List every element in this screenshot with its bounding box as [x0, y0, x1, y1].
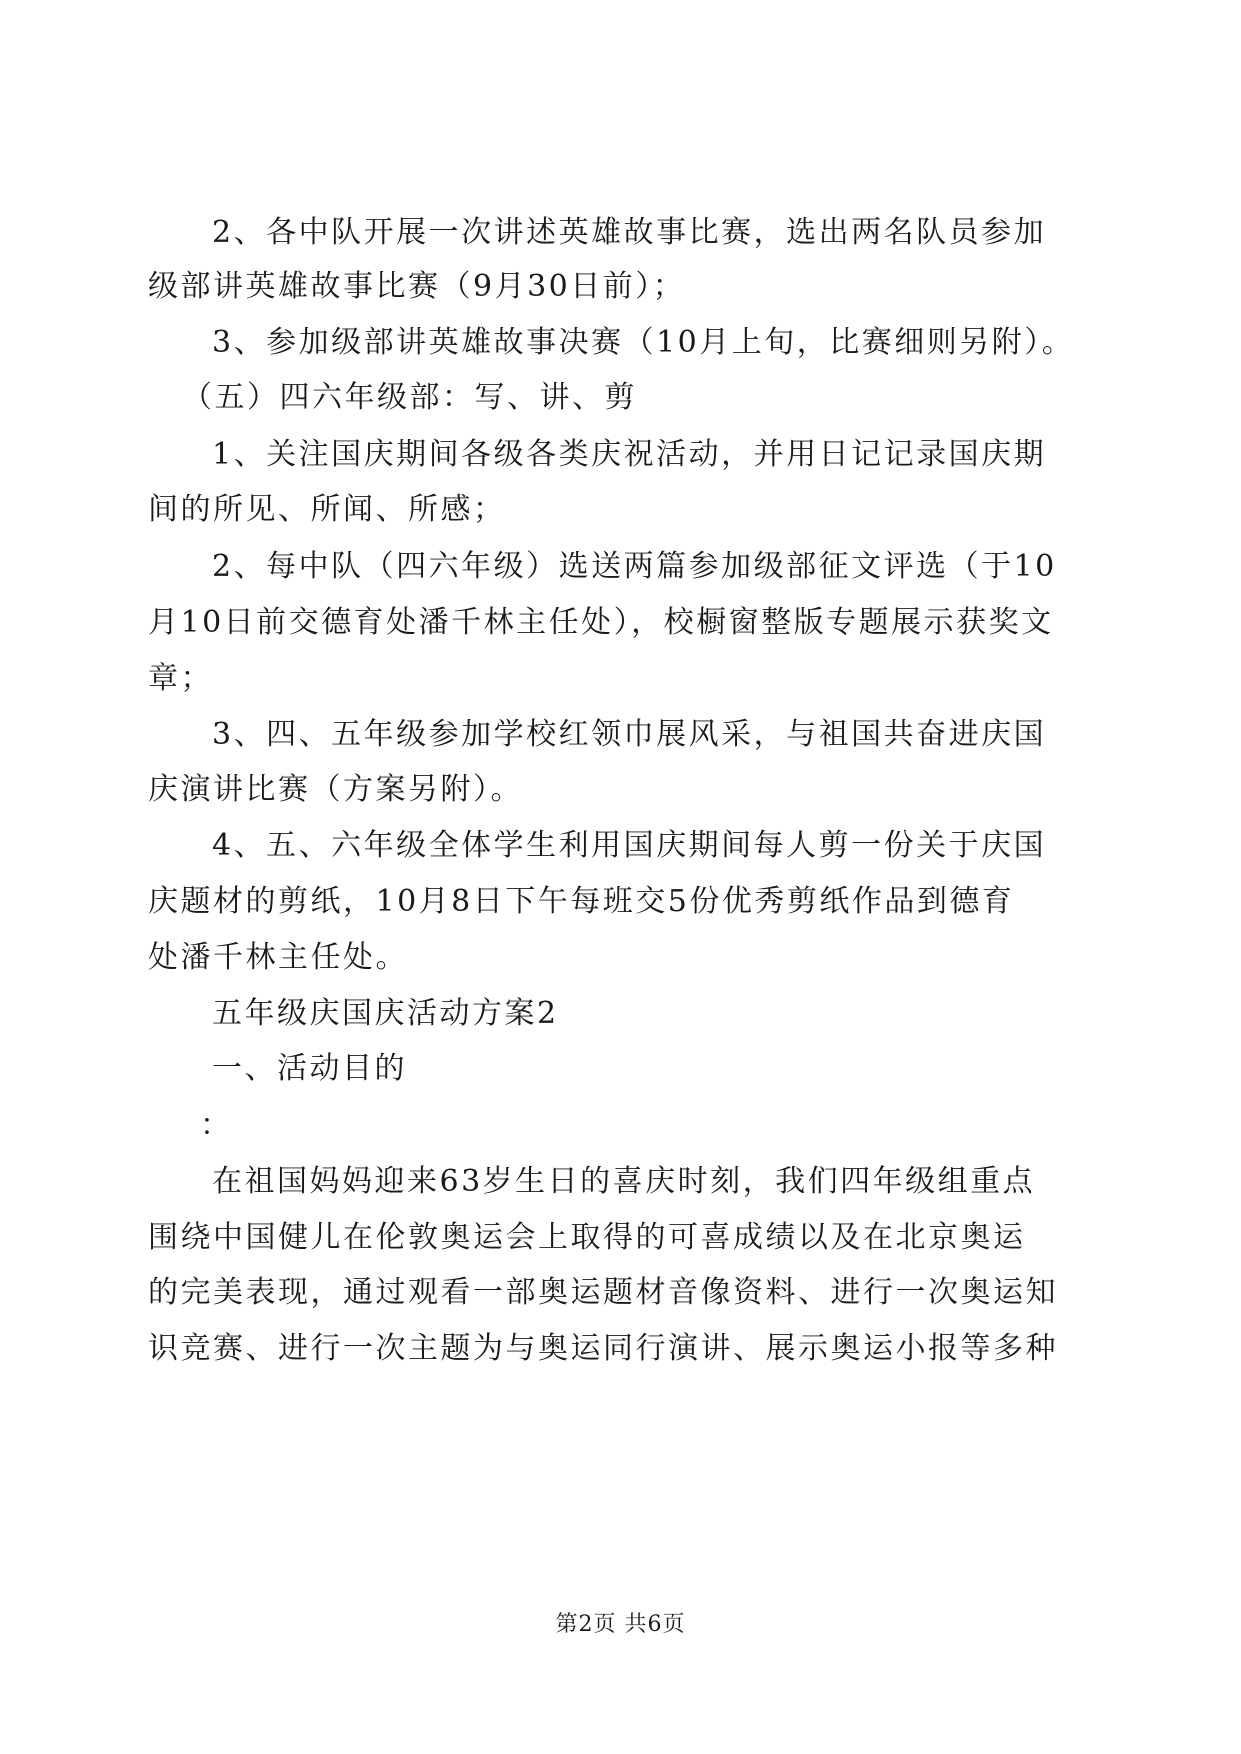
text-line: 1、关注国庆期间各级各类庆祝活动，并用日记记录国庆期: [212, 437, 1047, 472]
section-heading: （五）四六年级部：写、讲、剪: [182, 380, 637, 415]
text-line: 3、参加级部讲英雄故事决赛（10月上旬，比赛细则另附）。: [212, 325, 1075, 360]
text-line: 围绕中国健儿在伦敦奥运会上取得的可喜成绩以及在北京奥运: [148, 1220, 1026, 1255]
section-heading: 一、活动目的: [212, 1051, 407, 1086]
text-line: 级部讲英雄故事比赛（9月30日前）；: [148, 269, 686, 304]
text-line: 处潘千林主任处。: [148, 940, 408, 975]
text-line: 4、五、六年级全体学生利用国庆期间每人剪一份关于庆国: [212, 828, 1047, 863]
text-line: 的完美表现，通过观看一部奥运题材音像资料、进行一次奥运知: [148, 1275, 1058, 1310]
text-line: 庆题材的剪纸，10月8日下午每班交5份优秀剪纸作品到德育: [148, 884, 1015, 919]
text-line: 月10日前交德育处潘千林主任处），校橱窗整版专题展示获奖文: [148, 605, 1054, 640]
page-number-footer: 第2页 共6页: [555, 1612, 686, 1637]
text-line: 间的所见、所闻、所感；: [148, 492, 506, 527]
text-line: 章；: [148, 661, 213, 696]
text-line: 3、四、五年级参加学校红领巾展风采，与祖国共奋进庆国: [212, 717, 1047, 752]
text-line: ：: [200, 1108, 233, 1143]
text-line: 2、每中队（四六年级）选送两篇参加级部征文评选（于10: [212, 549, 1057, 584]
document-title: 五年级庆国庆活动方案2: [212, 996, 559, 1031]
text-line: 庆演讲比赛（方案另附）。: [148, 772, 523, 807]
text-line: 识竞赛、进行一次主题为与奥运同行演讲、展示奥运小报等多种: [148, 1331, 1058, 1366]
text-line: 在祖国妈妈迎来63岁生日的喜庆时刻，我们四年级组重点: [212, 1164, 1036, 1199]
text-line: 2、各中队开展一次讲述英雄故事比赛，选出两名队员参加: [212, 215, 1047, 250]
